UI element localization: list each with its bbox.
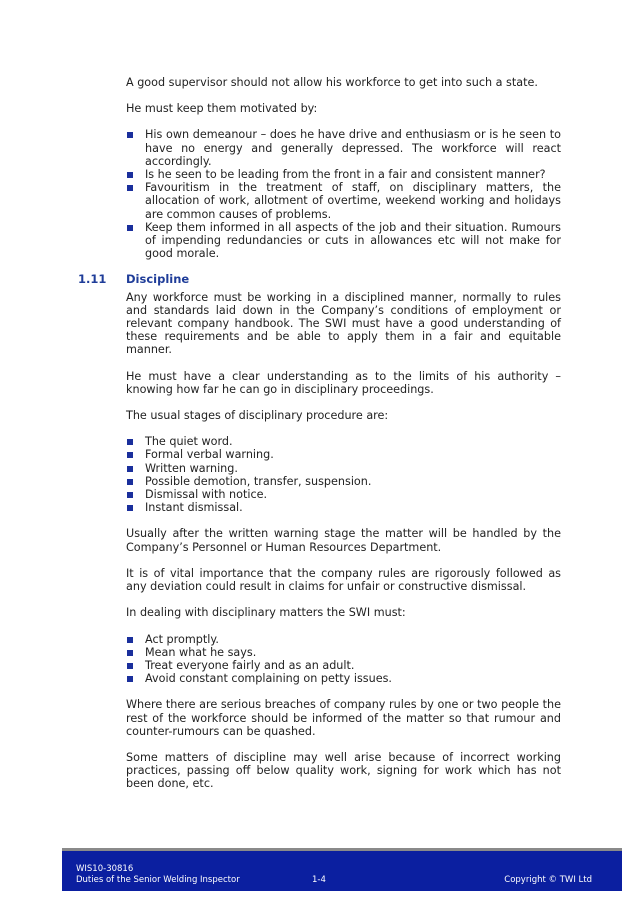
square-bullet-icon [127, 185, 133, 191]
list-item: Dismissal with notice. [126, 488, 561, 501]
copyright-notice: Copyright © TWI Ltd [504, 875, 592, 885]
swi-must-list [126, 633, 561, 686]
paragraph: Any workforce must be working in a disciplined manner, normally to rules and standards laid down in the Company’s conditions of employment or relevant company handbook. The SWI must have a good understanding of these requirements and be able to apply them in a fair and equitable manner. [126, 290, 561, 357]
square-bullet-icon [127, 479, 133, 485]
square-bullet-icon [127, 466, 133, 472]
page-footer [62, 848, 622, 891]
paragraph: The usual stages of disciplinary procedure are: [126, 409, 389, 423]
square-bullet-icon [127, 439, 133, 445]
list-item: Avoid constant complaining on petty issues. [126, 672, 561, 685]
list-item: Is he seen to be leading from the front in a fair and consistent manner? [126, 168, 561, 181]
page-number: 1-4 [312, 875, 326, 885]
list-item: The quiet word. [126, 435, 561, 448]
list-item: Possible demotion, transfer, suspension. [126, 475, 561, 488]
section-title: Discipline [126, 272, 190, 287]
paragraph: Some matters of discipline may well arise because of incorrect working practices, passing off below quality work, signing for work which has not been done, etc. [126, 750, 561, 791]
paragraph: It is of vital importance that the company rules are rigorously followed as any deviation could result in claims for unfair or constructive dismissal. [126, 566, 561, 594]
paragraph: Where there are serious breaches of company rules by one or two people the rest of the workforce should be informed of the matter so that rumour and counter-rumours can be quashed. [126, 698, 561, 738]
section-heading [78, 272, 561, 287]
list-item: Treat everyone fairly and as an adult. [126, 659, 561, 672]
square-bullet-icon [127, 505, 133, 511]
list-item: Written warning. [126, 462, 561, 475]
document-code: WIS10-30816 [76, 864, 134, 874]
paragraph: A good supervisor should not allow his workforce to get into such a state. [126, 76, 538, 89]
page-body [78, 76, 561, 791]
paragraph: In dealing with disciplinary matters the SWI must: [126, 606, 406, 620]
square-bullet-icon [127, 637, 133, 643]
square-bullet-icon [127, 452, 133, 458]
list-item: Formal verbal warning. [126, 448, 561, 461]
list-item: Mean what he says. [126, 646, 561, 659]
square-bullet-icon [127, 650, 133, 656]
motivation-list [126, 128, 561, 260]
document-title: Duties of the Senior Welding Inspector [76, 875, 240, 885]
square-bullet-icon [127, 172, 133, 178]
square-bullet-icon [127, 492, 133, 498]
square-bullet-icon [127, 225, 133, 231]
paragraph: Usually after the written warning stage the matter will be handled by the Company’s Personnel or Human Resources Department. [126, 527, 561, 554]
list-item: Keep them informed in all aspects of the job and their situation. Rumours of impending redundancies or cuts in allowances etc will not make for good morale. [126, 221, 561, 261]
section-number: 1.11 [78, 272, 107, 287]
paragraph: He must keep them motivated by: [126, 102, 318, 116]
list-item: Favouritism in the treatment of staff, on disciplinary matters, the allocation of work, allotment of overtime, weekend working and holidays are common causes of problems. [126, 181, 561, 221]
square-bullet-icon [127, 663, 133, 669]
paragraph: He must have a clear understanding as to the limits of his authority – knowing how far he can go in disciplinary proceedings. [126, 369, 561, 396]
disciplinary-stages-list [126, 435, 561, 514]
list-item: Instant dismissal. [126, 501, 561, 514]
square-bullet-icon [127, 132, 133, 138]
list-item: His own demeanour – does he have drive and enthusiasm or is he seen to have no energy and generally depressed. The workforce will react accordingly. [126, 128, 561, 168]
square-bullet-icon [127, 676, 133, 682]
list-item: Act promptly. [126, 633, 561, 646]
